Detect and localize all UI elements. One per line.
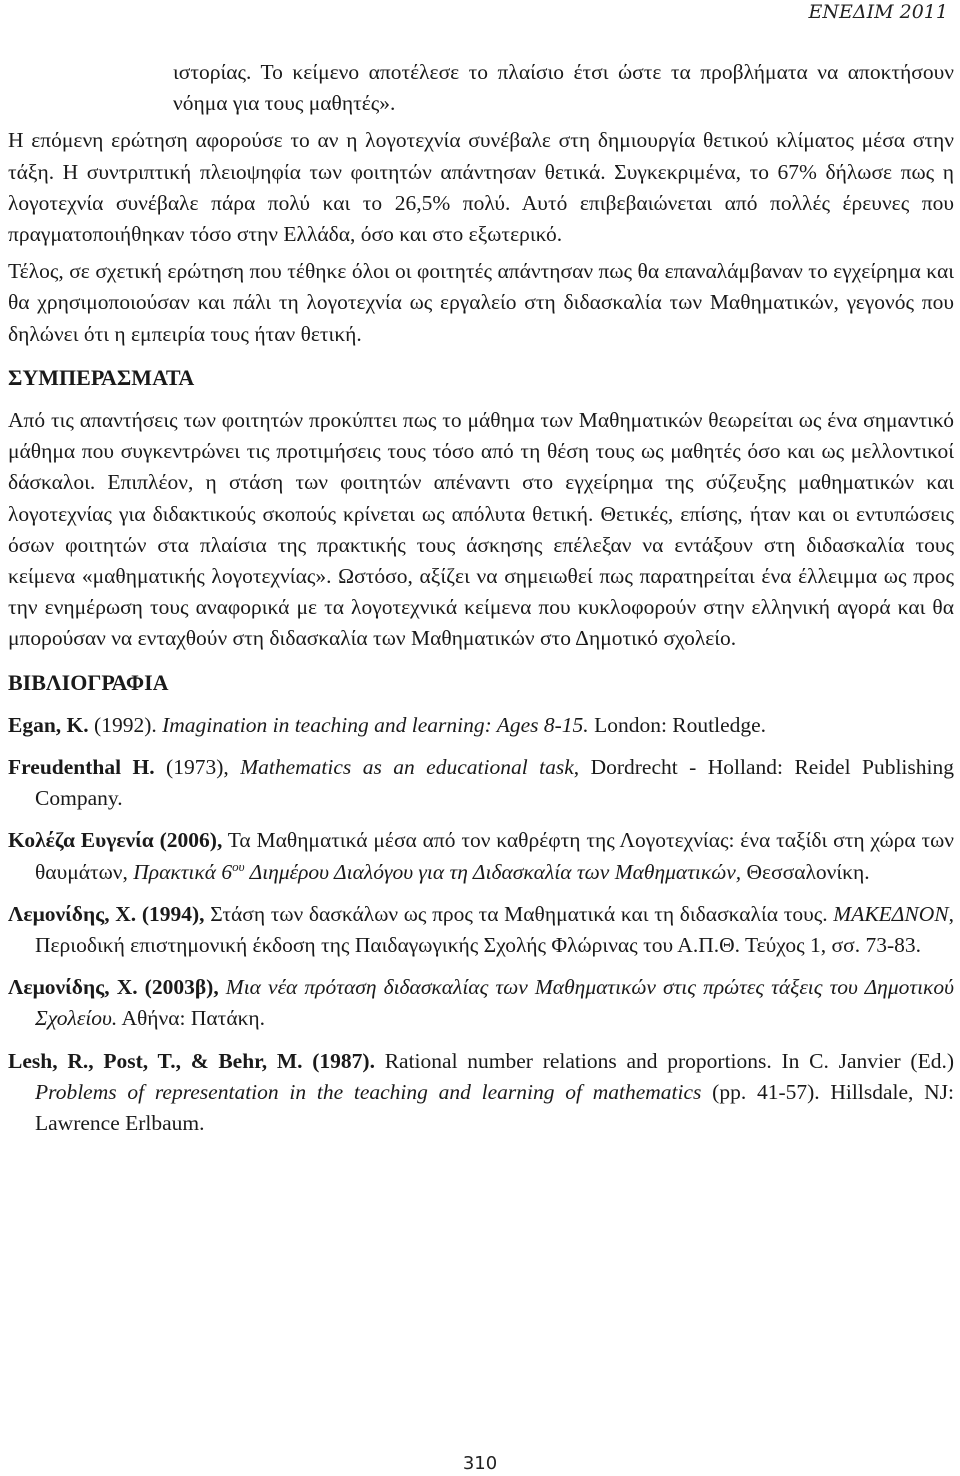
quote-continuation: ιστορίας. Το κείμενο αποτέλεσε το πλαίσιο έτσι ώστε τα προβλήματα να αποκτήσουν νόημα για τους μαθητές». — [173, 60, 954, 116]
reference-author: Λεμονίδης, Χ. (1994), — [8, 901, 205, 926]
reference-author: Lesh, R., Post, T., & Behr, M. (1987). — [8, 1048, 375, 1073]
reference-title: Πρακτικά 6 — [133, 859, 233, 884]
reference-title: Imagination in teaching and learning: Ages 8-15. — [162, 712, 589, 737]
reference-author: Κολέζα Ευγενία (2006), — [8, 828, 223, 853]
section-heading-conclusions: ΣΥΜΠΕΡΑΣΜΑΤΑ — [8, 364, 195, 390]
reference-entry — [8, 752, 954, 814]
reference-title: Problems of representation in the teaching and learning of mathematics — [35, 1079, 702, 1104]
reference-author: Freudenthal H. — [8, 755, 155, 780]
page-body — [8, 57, 954, 1139]
reference-superscript: ου — [232, 858, 245, 874]
reference-entry — [8, 1046, 954, 1140]
reference-title-cont: Διημέρου Διαλόγου για τη Διδασκαλία των Μαθηματικών, — [244, 859, 742, 884]
reference-title: Μια νέα πρόταση διδασκαλίας των Μαθηματικών στις πρώτες τάξεις του Δημοτικού Σχολείου. — [35, 975, 954, 1031]
reference-publisher: London: Routledge. — [588, 712, 767, 737]
reference-entry — [8, 899, 954, 961]
reference-title: ΜΑΚΕΔΝΟΝ — [833, 901, 949, 926]
paragraph: Η επόμενη ερώτηση αφορούσε το αν η λογοτεχνία συνέβαλε στη δημιουργία θετικού κλίματος μέσα στην τάξη. Η συντριπτική πλειοψηφία των φοιτητών απάντησαν θετικά. Συγκεκριμένα, το 67% δήλωσε πως η λογοτεχνία συνέβαλε πάρα πολύ και το 26,5% πολύ. Αυτό επιβεβαιώνεται από πολλές έρευνες που πραγματοποιήθηκαν τόσο στην Ελλάδα, όσο και στο εξωτερικό. — [8, 128, 954, 247]
page-number: 310 — [462, 1453, 498, 1474]
reference-entry — [8, 710, 954, 741]
reference-author: Egan, K. — [8, 712, 89, 737]
section-heading-bibliography: ΒΙΒΛΙΟΓΡΑΦΙΑ — [8, 669, 169, 695]
reference-publisher: (pp. 41-57). Hillsdale, NJ: Lawrence Erlbaum. — [35, 1079, 954, 1136]
running-header: ΕΝΕΔΙΜ 2011 — [808, 1, 948, 23]
reference-text: Τα Μαθηματικά μέσα από τον καθρέφτη της Λογοτεχνίας: ένα ταξίδι στη χώρα των θαυμάτων, — [35, 828, 954, 884]
reference-entry — [8, 825, 954, 887]
reference-entry — [8, 972, 954, 1034]
reference-publisher: Αθήνα: Πατάκη. — [117, 1006, 266, 1031]
reference-author: Λεμονίδης, Χ. (2003β), — [8, 975, 219, 1000]
reference-publisher: , Dordrecht - Holland: Reidel Publishing Company. — [35, 755, 954, 811]
reference-year: (1992). — [88, 712, 163, 737]
reference-text: Στάση των δασκάλων ως προς τα Μαθηματικά και τη διδασκαλία τους. — [204, 901, 834, 926]
reference-year: (1973), — [154, 755, 241, 780]
reference-text: Rational number relations and proportions. In C. Janvier (Ed.) — [374, 1048, 954, 1073]
reference-publisher: Θεσσαλονίκη. — [741, 859, 870, 884]
reference-title: Mathematics as an educational task — [240, 755, 574, 780]
reference-publisher: , Περιοδική επιστημονική έκδοση της Παιδαγωγικής Σχολής Φλώρινας του Α.Π.Θ. Τεύχος 1, σσ. 73-83. — [35, 901, 954, 958]
paragraph: Από τις απαντήσεις των φοιτητών προκύπτει πως το μάθημα των Μαθηματικών θεωρείται ως ένα σημαντικό μάθημα που συγκεντρώνει τις προτιμήσεις τους τόσο από τη θέση τους ως μαθητές όσο και ως μελλοντικοί δάσκαλοι. Επιπλέον, η στάση των φοιτητών απέναντι στο εγχείρημα της σύζευξης μαθηματικών και λογοτεχνίας για διδακτικούς σκοπούς κρίνεται ως απόλυτα θετική. Θετικές, επίσης, ήταν και οι εντυπώσεις όσων φοιτητών στα πλαίσια της πρακτικής τους άσκησης επέλεξαν να εντάξουν στη διδασκαλία τους κείμενα «μαθηματικής λογοτεχνίας». Ωστόσο, αξίζει να σημειωθεί πως παρατηρείται ένα έλλειμμα ως προς την ενημέρωση τους αναφορικά με τα λογοτεχνικά κείμενα που κυκλοφορούν στην ελληνική αγορά και θα μπορούσαν να ενταχθούν στη διδασκαλία των Μαθηματικών στο Δημοτικό σχολείο. — [8, 408, 954, 651]
paragraph: Τέλος, σε σχετική ερώτηση που τέθηκε όλοι οι φοιτητές απάντησαν πως θα επαναλάμβαναν το εγχείρημα και θα χρησιμοποιούσαν και πάλι τη λογοτεχνία ως εργαλείο στη διδασκαλία των Μαθηματικών, γεγονός που δηλώνει ότι η εμπειρία τους ήταν θετική. — [8, 259, 954, 346]
